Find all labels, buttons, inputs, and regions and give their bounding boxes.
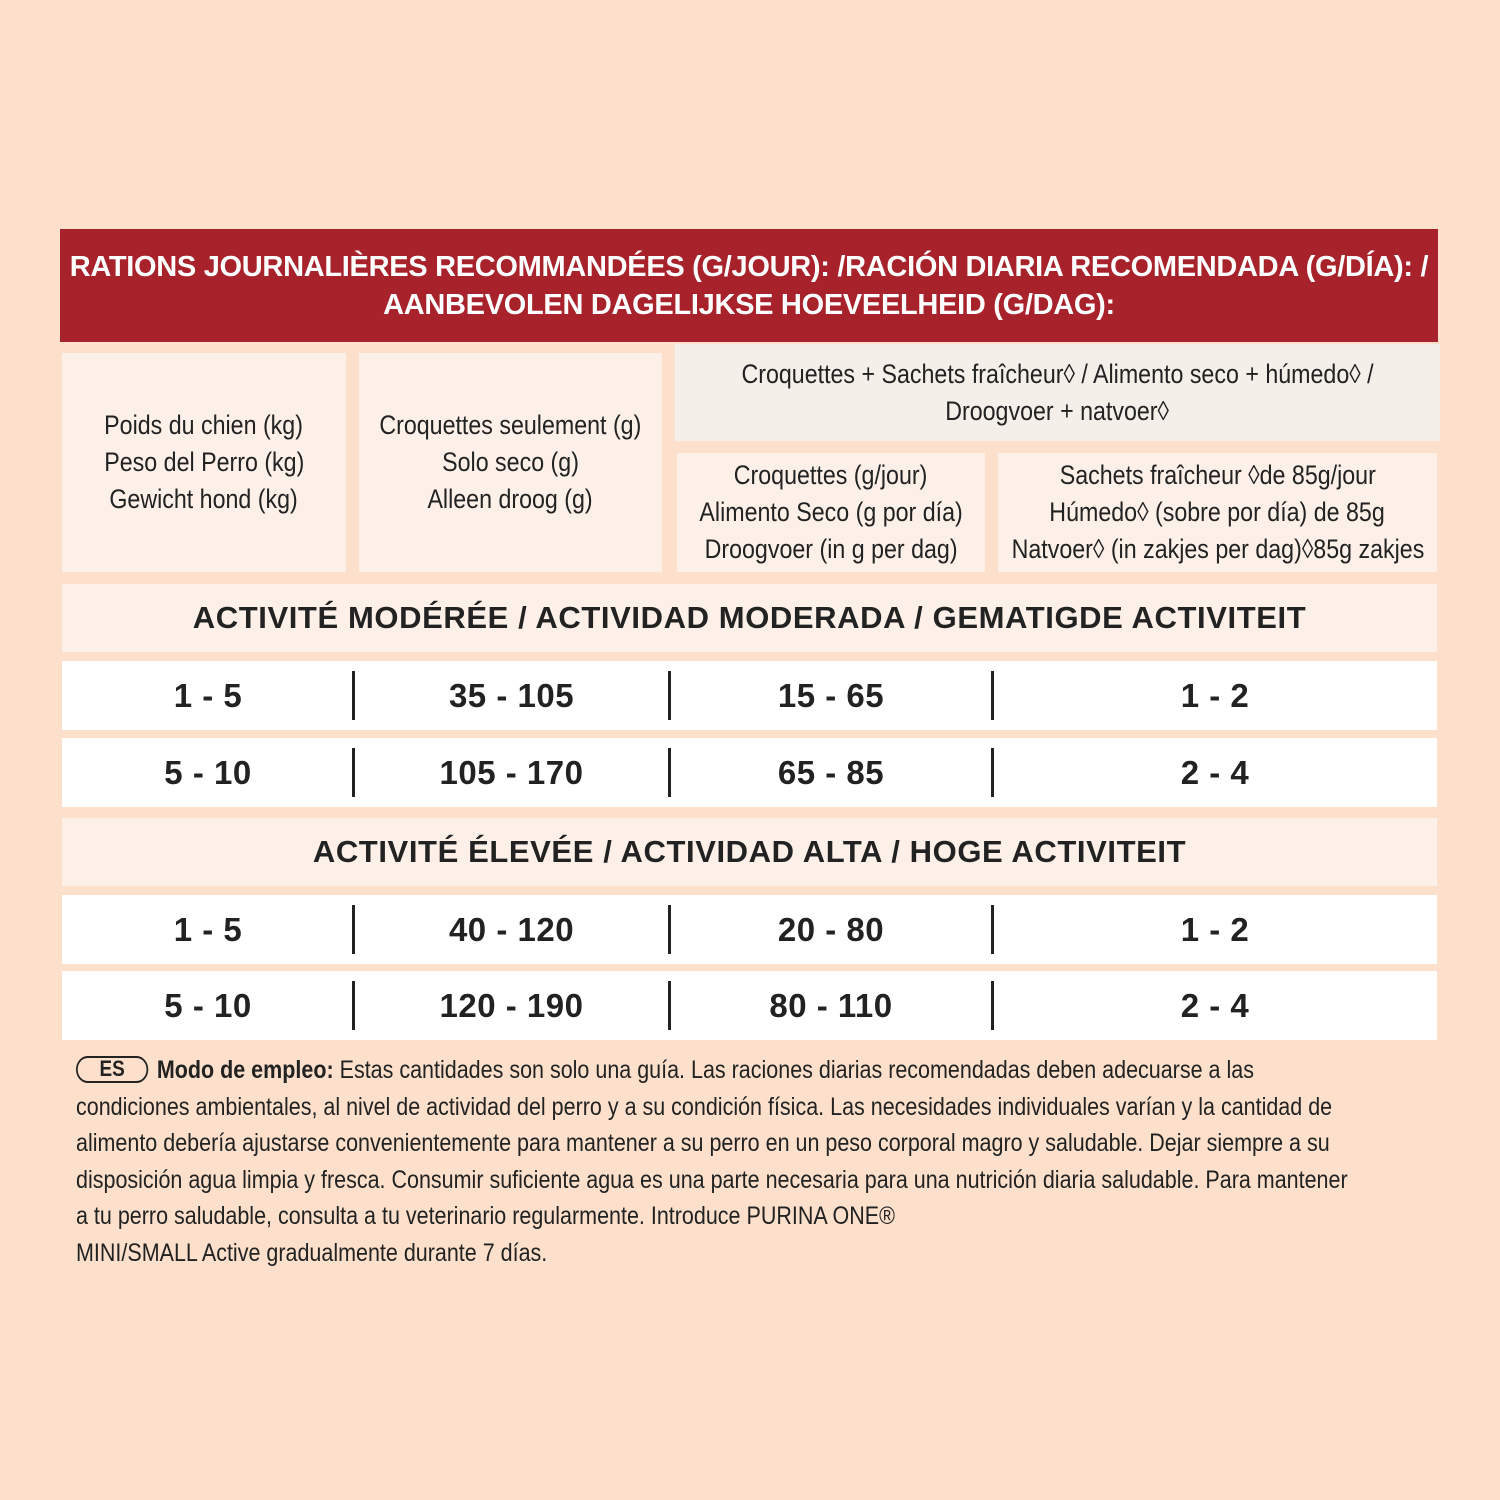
cell-weight: 5 - 10 bbox=[164, 753, 252, 791]
cell-mixed-wet: 1 - 2 bbox=[1180, 676, 1250, 714]
cell-dry-only: 35 - 105 bbox=[448, 676, 575, 714]
language-badge: ES bbox=[76, 1056, 148, 1083]
header-dog-weight bbox=[62, 353, 346, 572]
cell-mixed-dry: 80 - 110 bbox=[769, 986, 893, 1024]
table-row bbox=[62, 895, 1437, 964]
header-text: Natvoer◊ (in zakjes per dag)◊85g zakjes bbox=[1011, 534, 1424, 564]
header-text: Solo seco (g) bbox=[442, 447, 579, 477]
header-text: Sachets fraîcheur ◊de 85g/jour bbox=[1059, 460, 1376, 490]
header-text: Croquettes (g/jour) bbox=[734, 460, 928, 490]
cell-mixed-wet: 2 - 4 bbox=[1180, 986, 1250, 1024]
notes-line-1 bbox=[76, 1052, 1263, 1089]
header-text: Alleen droog (g) bbox=[427, 484, 594, 514]
header-mixed-wet bbox=[998, 453, 1437, 572]
cell-weight: 5 - 10 bbox=[164, 986, 252, 1024]
table-row bbox=[62, 661, 1437, 730]
header-dry-only bbox=[359, 353, 662, 572]
notes-line-6: MINI/SMALL Active gradualmente durante 7 días. bbox=[76, 1238, 548, 1267]
notes-line-2: condiciones ambientales, al nivel de actividad del perro y a su condición física. Las necesidades individuales varían y la cantidad de bbox=[76, 1092, 1333, 1121]
section-moderate-activity: ACTIVITÉ MODÉRÉE / ACTIVIDAD MODERADA / GEMATIGDE ACTIVITEIT bbox=[62, 584, 1437, 652]
header-text: Droogvoer + natvoer◊ bbox=[945, 395, 1170, 426]
notes-text: Estas cantidades son solo una guía. Las raciones diarias recomendadas deben adecuarse a las bbox=[339, 1056, 1254, 1084]
header-text: Poids du chien (kg) bbox=[104, 410, 304, 440]
header-text: Peso del Perro (kg) bbox=[103, 447, 305, 477]
header-mixed-dry bbox=[677, 453, 985, 572]
header-text: Gewicht hond (kg) bbox=[109, 484, 299, 514]
header-text: Húmedo◊ (sobre por día) de 85g bbox=[1049, 497, 1386, 527]
notes-label: Modo de empleo: bbox=[156, 1056, 334, 1084]
header-text: Alimento Seco (g por día) bbox=[699, 497, 963, 527]
notes-line-3: alimento debería ajustarse convenientemente para mantener a su perro en un peso corporal magro y saludable. Dejar siempre a su bbox=[76, 1129, 1330, 1157]
section-high-activity: ACTIVITÉ ÉLEVÉE / ACTIVIDAD ALTA / HOGE ACTIVITEIT bbox=[62, 818, 1437, 886]
notes-line-4: disposición agua limpia y fresca. Consumir suficiente agua es una parte necesaria para una nutrición diaria saludable. Para mantener bbox=[76, 1165, 1348, 1194]
header-text: Croquettes + Sachets fraîcheur◊ / Alimento seco + húmedo◊ / bbox=[741, 358, 1374, 389]
table-row bbox=[62, 971, 1437, 1040]
title-line-1: RATIONS JOURNALIÈRES RECOMMANDÉES (G/JOUR): /RACIÓN DIARIA RECOMENDADA (G/DÍA): / bbox=[69, 250, 1429, 283]
notes-line-5: a tu perro saludable, consulta a tu veterinario regularmente. Introduce PURINA ONE® bbox=[76, 1202, 895, 1230]
table-row bbox=[62, 738, 1437, 807]
cell-mixed-wet: 2 - 4 bbox=[1180, 753, 1250, 791]
header-text: Croquettes seulement (g) bbox=[379, 410, 642, 440]
feeding-table-title bbox=[60, 229, 1438, 342]
title-line-2: AANBEVOLEN DAGELIJKSE HOEVEELHEID (G/DAG): bbox=[383, 288, 1115, 321]
cell-mixed-dry: 65 - 85 bbox=[777, 753, 885, 791]
cell-weight: 1 - 5 bbox=[173, 676, 243, 714]
cell-dry-only: 40 - 120 bbox=[448, 910, 575, 948]
cell-mixed-wet: 1 - 2 bbox=[1180, 910, 1250, 948]
usage-instructions bbox=[76, 1052, 1456, 1271]
header-dry-plus-wet bbox=[675, 344, 1440, 441]
cell-mixed-dry: 15 - 65 bbox=[777, 676, 885, 714]
cell-dry-only: 105 - 170 bbox=[439, 753, 584, 791]
cell-weight: 1 - 5 bbox=[173, 910, 243, 948]
header-text: Droogvoer (in g per dag) bbox=[704, 534, 958, 564]
cell-mixed-dry: 20 - 80 bbox=[777, 910, 885, 948]
cell-dry-only: 120 - 190 bbox=[439, 986, 584, 1024]
